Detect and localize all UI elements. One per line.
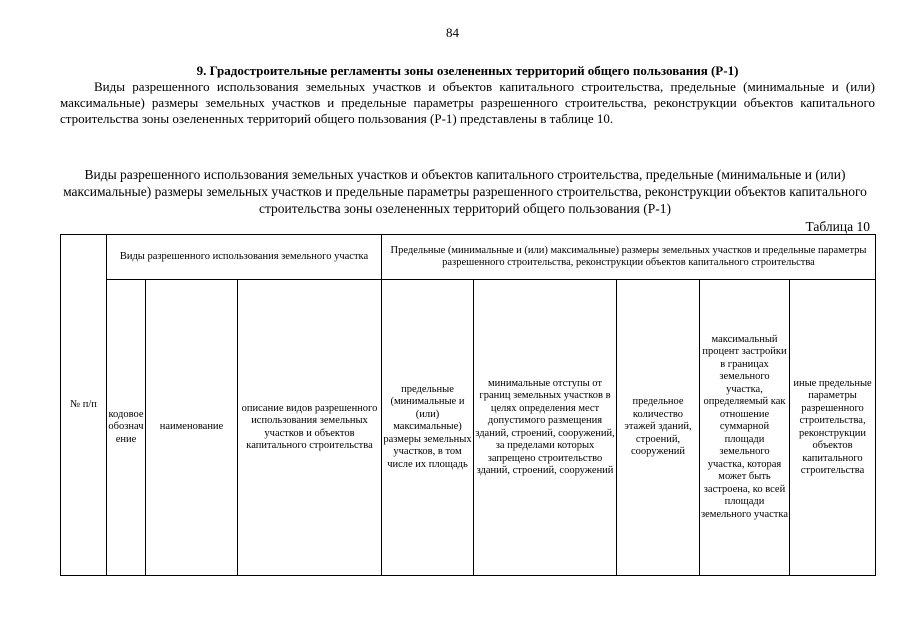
header-limit-parameters: Предельные (минимальные и (или) максимальные) размеры земельных участков и предельные параметры разрешенного строительства, реконструкции объектов капитального строительства <box>382 235 876 280</box>
table-label: Таблица 10 <box>805 219 870 234</box>
header-other-parameters: иные предельные параметры разрешенного строительства, реконструкции объектов капитального строительства <box>790 280 876 576</box>
header-code: кодовое обозначение <box>107 280 146 576</box>
header-description: описание видов разрешенного использования земельных участков и объектов капитального строительства <box>238 280 382 576</box>
header-floors: предельное количество этажей зданий, строений, сооружений <box>617 280 700 576</box>
header-number: № п/п <box>61 235 107 576</box>
regulations-table <box>60 234 876 576</box>
page-number: 84 <box>446 25 459 40</box>
header-setbacks: минимальные отступы от границ земельных участков в целях определения мест допустимого размещения зданий, строений, сооружений, за пределами которых запрещено строительство зданий, строений, сооружений <box>474 280 617 576</box>
section-heading: 9. Градостроительные регламенты зоны озелененных территорий общего пользования (Р-1) <box>196 63 739 78</box>
header-name: наименование <box>146 280 238 576</box>
table-header-row <box>61 235 876 280</box>
table-caption: Виды разрешенного использования земельных участков и объектов капитального строительства, предельные (минимальные и (или) максимальные) размеры земельных участков и предельные параметры разрешенного строительства, реконструкции объектов капитального строительства зоны озелененных территорий общего пользования (Р-1) <box>63 167 867 216</box>
header-permitted-uses: Виды разрешенного использования земельного участка <box>107 235 382 280</box>
table-subheader-row <box>61 280 876 576</box>
intro-paragraph: Виды разрешенного использования земельных участков и объектов капитального строительства, предельные (минимальные и (или) максимальные) размеры земельных участков и предельные параметры разрешенного строительства, реконструкции объектов капитального строительства зоны озелененных территорий общего пользования (Р-1) представлены в таблице 10. <box>60 79 875 126</box>
header-plot-sizes: предельные (минимальные и (или) максимальные) размеры земельных участков, в том числе их площадь <box>382 280 474 576</box>
header-coverage: максимальный процент застройки в границах земельного участка, определяемый как отношение суммарной площади земельного участка, которая может быть застроена, ко всей площади земельного участка <box>700 280 790 576</box>
